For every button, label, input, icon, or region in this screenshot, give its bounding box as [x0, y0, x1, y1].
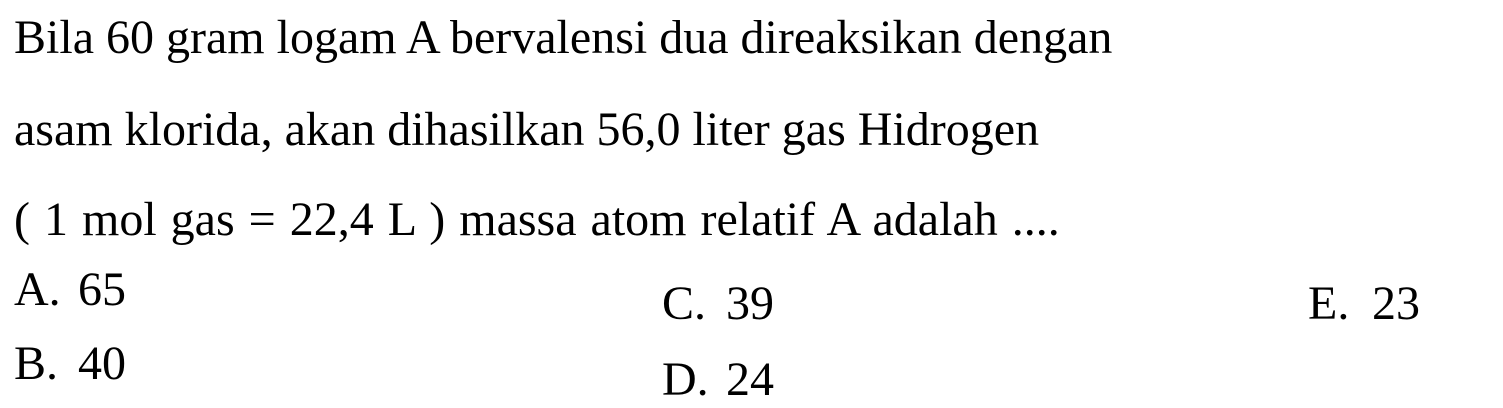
question-line-2: asam klorida, akan dihasilkan 56,0 liter gas Hidrogen: [14, 103, 1040, 156]
option-c-letter: C.: [662, 277, 707, 330]
option-a-value: 65: [78, 263, 126, 316]
option-a[interactable]: [14, 263, 126, 316]
option-e[interactable]: [1308, 277, 1420, 330]
option-d-value: 24: [726, 353, 774, 406]
option-c[interactable]: [662, 277, 774, 330]
question-line-3: ( 1 mol gas = 22,4 L ) massa atom relatif A adalah ....: [14, 193, 1060, 246]
option-b-value: 40: [78, 337, 126, 390]
question-line-1: Bila 60 gram logam A bervalensi dua direaksikan dengan: [14, 11, 1113, 64]
option-e-value: 23: [1372, 277, 1420, 330]
option-e-letter: E.: [1308, 277, 1350, 330]
option-b-letter: B.: [14, 337, 59, 390]
option-d-letter: D.: [662, 353, 709, 406]
option-b[interactable]: [14, 337, 126, 390]
option-c-value: 39: [726, 277, 774, 330]
option-a-letter: A.: [14, 263, 61, 316]
option-d[interactable]: [662, 353, 774, 406]
